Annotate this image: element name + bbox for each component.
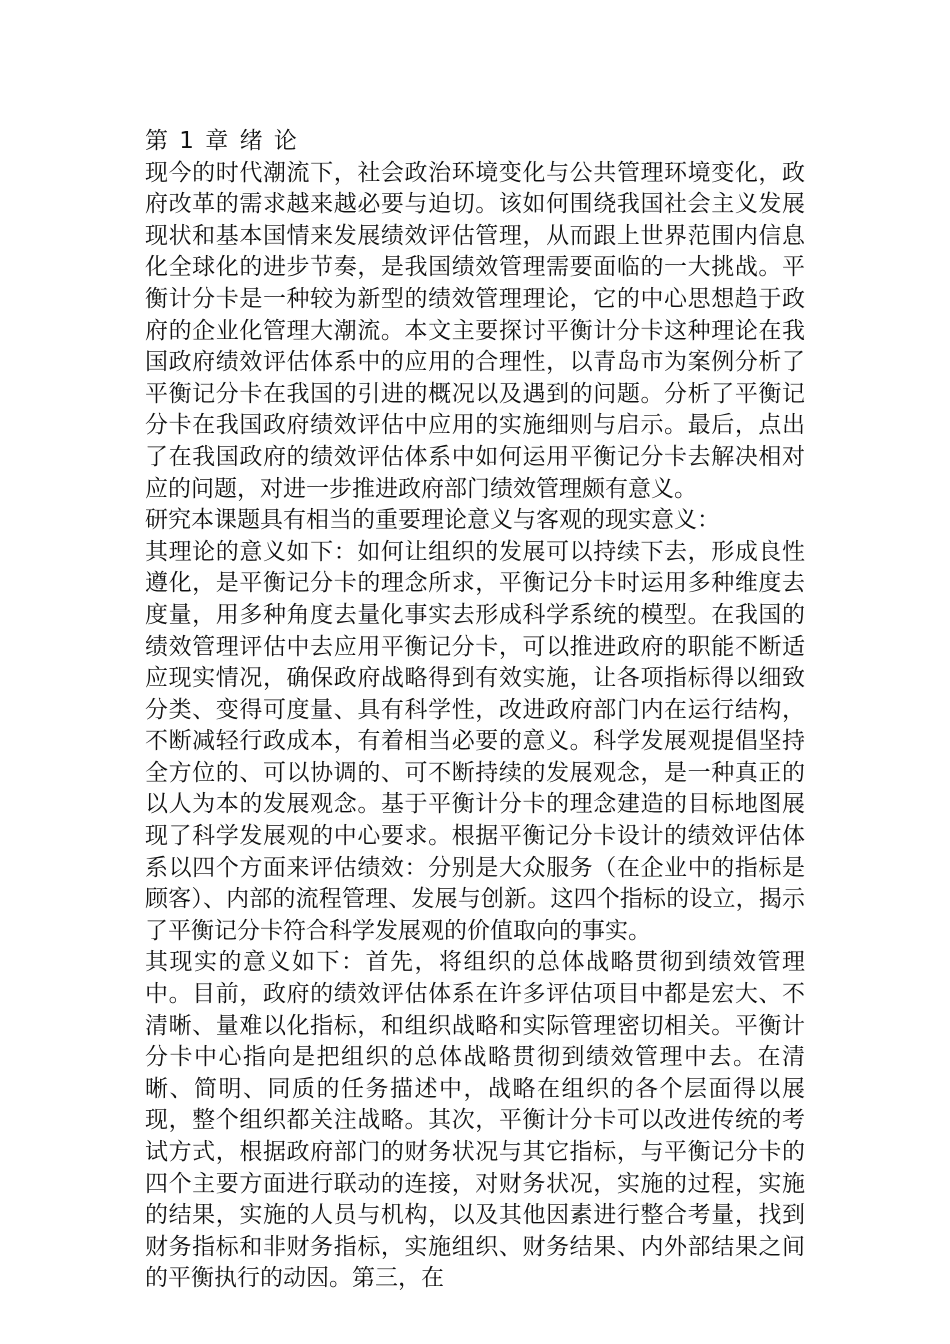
chapter-heading: 第 1 章 绪 论 — [145, 128, 299, 154]
paragraph-significance-lead: 研究本课题具有相当的重要理论意义与客观的现实意义： — [145, 507, 720, 534]
paragraph-intro: 现今的时代潮流下，社会政治环境变化与公共管理环境变化，政府改革的需求越来越必要与迫切。该如何围绕我国社会主义发展现状和基本国情来发展绩效评估管理，从而跟上世界范围内信息化全球化的进步节奏，是我国绩效管理需要面临的一大挑战。平衡计分卡是一种较为新型的绩效管理理论，它的中心思想趋于政府的企业化管理大潮流。本文主要探讨平衡计分卡这种理论在我国政府绩效评估体系中的应用的合理性，以青岛市为案例分析了平衡记分卡在我国的引进的概况以及遇到的问题。分析了平衡记分卡在我国政府绩效评估中应用的实施细则与启示。最后，点出了在我国政府的绩效评估体系中如何运用平衡记分卡去解决相对应的问题，对进一步推进政府部门绩效管理颇有意义。 — [145, 159, 805, 502]
document-body — [145, 126, 805, 1295]
paragraph-practical-significance: 其现实的意义如下：首先，将组织的总体战略贯彻到绩效管理中。目前，政府的绩效评估体系在许多评估项目中都是宏大、不清晰、量难以化指标，和组织战略和实际管理密切相关。平衡计分卡中心指向是把组织的总体战略贯彻到绩效管理中去。在清晰、简明、同质的任务描述中，战略在组织的各个层面得以展现，整个组织都关注战略。其次，平衡计分卡可以改进传统的考试方式，根据政府部门的财务状况与其它指标，与平衡记分卡的四个主要方面进行联动的连接，对财务状况，实施的过程，实施的结果，实施的人员与机构，以及其他因素进行整合考量，找到财务指标和非财务指标，实施组织、财务结果、内外部结果之间的平衡执行的动因。第三，在 — [145, 949, 805, 1292]
paragraph-theoretical-significance: 其理论的意义如下：如何让组织的发展可以持续下去，形成良性遵化，是平衡记分卡的理念所求，平衡记分卡时运用多种维度去度量，用多种角度去量化事实去形成科学系统的模型。在我国的绩效管理评估中去应用平衡记分卡，可以推进政府的职能不断适应现实情况，确保政府战略得到有效实施，让各项指标得以细致分类、变得可度量、具有科学性，改进政府部门内在运行结构，不断减轻行政成本，有着相当必要的意义。科学发展观提倡坚持全方位的、可以协调的、可不断持续的发展观念，是一种真正的以人为本的发展观念。基于平衡计分卡的理念建造的目标地图展现了科学发展观的中心要求。根据平衡记分卡设计的绩效评估体系以四个方面来评估绩效：分别是大众服务（在企业中的指标是顾客）、内部的流程管理、发展与创新。这四个指标的设立，揭示了平衡记分卡符合科学发展观的价值取向的事实。 — [145, 538, 805, 944]
